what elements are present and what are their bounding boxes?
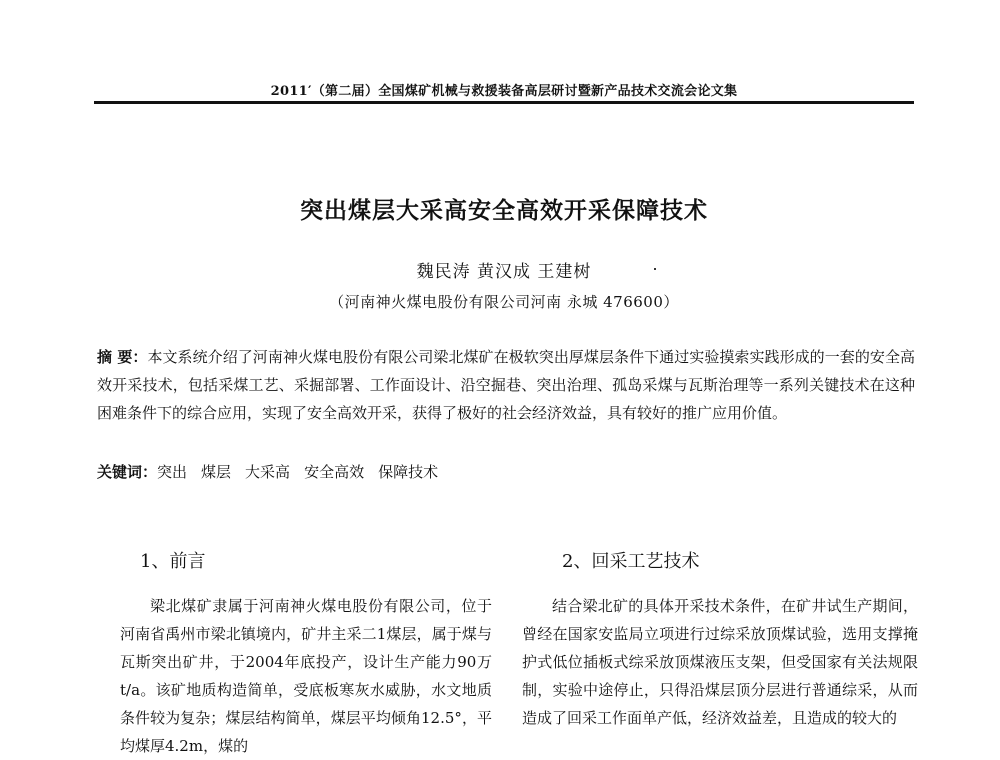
abstract <box>97 343 915 427</box>
keyword: 突出 <box>157 463 188 481</box>
keyword: 保障技术 <box>378 463 439 481</box>
section-heading-intro: 1、前言 <box>140 551 206 572</box>
keyword: 煤层 <box>201 463 232 481</box>
authors: 魏民涛 黄汉成 王建树 <box>416 262 592 282</box>
keyword: 安全高效 <box>304 463 365 481</box>
affiliation: （河南神火煤电股份有限公司河南 永城 476600） <box>329 293 679 311</box>
stray-mark <box>654 268 656 270</box>
column-right <box>522 548 918 732</box>
header-rule <box>94 101 914 104</box>
keyword: 大采高 <box>245 463 291 481</box>
column-left <box>120 548 492 760</box>
keywords <box>97 458 915 486</box>
abstract-label: 摘 要： <box>97 348 148 366</box>
section-body-intro: 梁北煤矿隶属于河南神火煤电股份有限公司，位于河南省禹州市梁北镇境内，矿井主采二1煤层，属于煤与瓦斯突出矿井，于2004年底投产，设计生产能力90万t/a。该矿地质构造简单，受底板寒灰水威胁，水文地质条件较为复杂；煤层结构简单，煤层平均倾角12.5°，平均煤厚4.2m，煤的 <box>120 597 492 755</box>
section-heading-mining: 2、回采工艺技术 <box>562 551 700 572</box>
abstract-text: 本文系统介绍了河南神火煤电股份有限公司梁北煤矿在极软突出厚煤层条件下通过实验摸索实践形成的一套的安全高效开采技术，包括采煤工艺、采掘部署、工作面设计、沿空掘巷、突出治理、孤岛采煤与瓦斯治理等一系列关键技术在这种困难条件下的综合应用，实现了安全高效开采，获得了极好的社会经济效益，具有较好的推广应用价值。 <box>97 348 915 422</box>
running-header: 2011′（第二届）全国煤矿机械与救援装备高层研讨暨新产品技术交流会论文集 <box>270 84 738 99</box>
paper-title: 突出煤层大采高安全高效开采保障技术 <box>300 198 708 224</box>
keywords-label: 关键词： <box>97 463 158 481</box>
section-body-mining: 结合梁北矿的具体开采技术条件，在矿井试生产期间，曾经在国家安监局立项进行过综采放顶煤试验，选用支撑掩护式低位插板式综采放顶煤液压支架，但受国家有关法规限制，实验中途停止，只得沿煤层顶分层进行普通综采，从而造成了回采工作面单产低，经济效益差，且造成的较大的 <box>522 597 918 727</box>
